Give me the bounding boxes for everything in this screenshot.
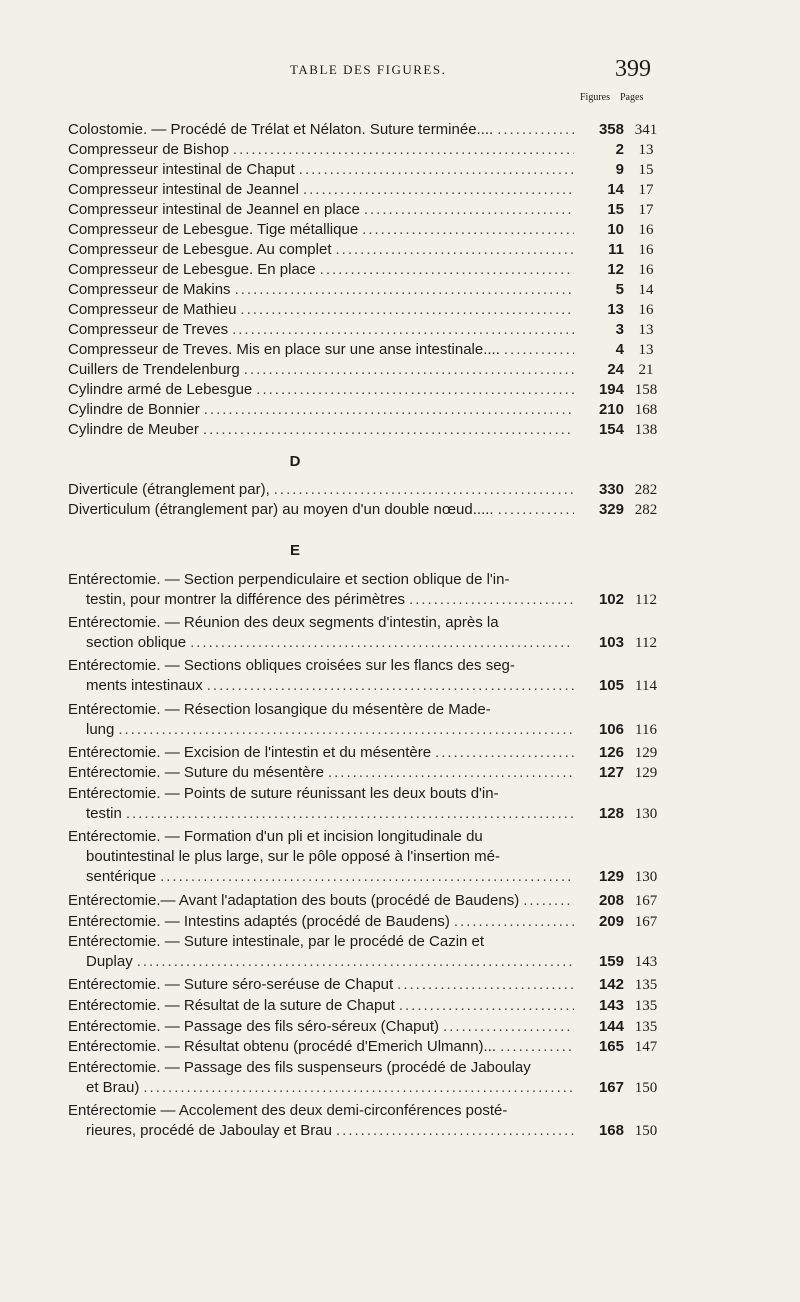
entry-text: Entérectomie.— Avant l'adaptation des bouts (procédé de Baudens) bbox=[68, 892, 520, 909]
entry-line bbox=[68, 360, 668, 380]
leader-dots bbox=[397, 975, 574, 995]
page-reference: 135 bbox=[634, 977, 658, 994]
figure-number: 208 bbox=[598, 892, 624, 909]
page-reference: 21 bbox=[638, 362, 654, 378]
entry-text: Entérectomie — Accolement des deux demi-circonférences posté- bbox=[68, 1102, 508, 1119]
entry-line bbox=[68, 260, 668, 280]
index-entry bbox=[68, 912, 668, 932]
entry-line bbox=[68, 400, 668, 420]
leader-dots bbox=[303, 180, 574, 200]
index-entry bbox=[68, 996, 668, 1016]
entry-text: Colostomie. — Procédé de Trélat et Nélaton. Suture terminée.... bbox=[68, 121, 494, 138]
entry-line bbox=[68, 676, 668, 696]
index-entry bbox=[68, 975, 668, 995]
entry-line bbox=[68, 180, 668, 200]
page-reference: 150 bbox=[634, 1079, 658, 1096]
figure-number: 210 bbox=[598, 401, 624, 418]
entry-text: Compresseur de Makins bbox=[68, 281, 231, 298]
entry-text: Entérectomie. — Intestins adaptés (procédé de Baudens) bbox=[68, 912, 450, 930]
entry-line bbox=[68, 1017, 668, 1037]
entry-text: Entérectomie. — Sections obliques croisées sur les flancs des seg- bbox=[68, 657, 515, 675]
entry-text: Entérectomie. — Passage des fils séro-séreux (Chaput) bbox=[68, 1017, 439, 1035]
page-reference: 14 bbox=[638, 282, 654, 298]
entry-text: Entérectomie. — Suture intestinale, par le procédé de Cazin et bbox=[68, 933, 485, 951]
entry-text: boutintestinal le plus large, sur le pôle opposé à l'insertion mé- bbox=[86, 848, 500, 866]
index-entry bbox=[68, 700, 668, 740]
entry-text: Compresseur de Treves bbox=[68, 321, 229, 338]
leader-dots bbox=[203, 420, 574, 440]
index-entry bbox=[68, 932, 668, 972]
index-entry bbox=[68, 1037, 668, 1057]
index-entry bbox=[68, 220, 668, 240]
figure-number: 14 bbox=[607, 181, 624, 198]
entry-line bbox=[68, 1078, 668, 1098]
leader-dots bbox=[137, 952, 574, 972]
running-head-title: TABLE DES FIGURES. bbox=[290, 62, 447, 77]
entry-text: Entérectomie. — Résultat de la suture de Chaput bbox=[68, 997, 395, 1014]
index-entry bbox=[68, 400, 668, 420]
entry-text: rieures, procédé de Jaboulay et Brau bbox=[86, 1122, 332, 1139]
leader-dots bbox=[143, 1078, 574, 1098]
entry-line bbox=[68, 570, 668, 590]
entry-text: Entérectomie. — Suture séro-seréuse de Chaput bbox=[68, 976, 394, 994]
entry-line bbox=[68, 975, 668, 995]
leader-dots bbox=[240, 300, 574, 320]
index-entry bbox=[68, 891, 668, 911]
figure-number: 5 bbox=[615, 281, 624, 298]
figure-number: 142 bbox=[598, 976, 624, 994]
figure-number: 126 bbox=[598, 743, 624, 761]
entry-text: Compresseur de Bishop bbox=[68, 141, 229, 158]
leader-dots bbox=[233, 140, 574, 160]
page-reference: 282 bbox=[634, 482, 658, 498]
index-entry bbox=[68, 360, 668, 380]
page-reference: 112 bbox=[635, 635, 657, 652]
leader-dots bbox=[364, 200, 574, 220]
page-reference: 147 bbox=[634, 1039, 658, 1056]
entry-text: Compresseur intestinal de Jeannel en place bbox=[68, 201, 360, 218]
figure-number: 168 bbox=[598, 1122, 624, 1139]
entry-line bbox=[68, 1121, 668, 1141]
figure-number: 2 bbox=[615, 141, 624, 158]
figure-number: 144 bbox=[598, 1017, 624, 1035]
figure-number: 105 bbox=[598, 677, 624, 695]
entry-line bbox=[68, 280, 668, 300]
figure-number: 12 bbox=[607, 261, 624, 278]
page-reference: 13 bbox=[638, 322, 654, 338]
entry-text: testin bbox=[86, 805, 122, 822]
leader-dots bbox=[336, 1121, 574, 1141]
entry-line bbox=[68, 784, 668, 804]
leader-dots bbox=[190, 633, 574, 653]
index-entry bbox=[68, 300, 668, 320]
entry-text: Compresseur de Mathieu bbox=[68, 301, 237, 318]
entry-line bbox=[68, 763, 668, 783]
page-number: 399 bbox=[615, 56, 651, 82]
page-reference: 114 bbox=[635, 678, 657, 695]
leader-dots bbox=[126, 804, 574, 824]
index-entry bbox=[68, 200, 668, 220]
page-reference: 17 bbox=[638, 202, 654, 218]
figure-number: 106 bbox=[598, 720, 624, 738]
entry-text: Cuillers de Trendelenburg bbox=[68, 361, 240, 378]
page-reference: 15 bbox=[638, 162, 654, 178]
index-entry bbox=[68, 480, 668, 500]
entry-line bbox=[68, 952, 668, 972]
entry-text: Compresseur de Lebesgue. Tige métallique bbox=[68, 221, 359, 238]
figure-number: 194 bbox=[598, 381, 624, 398]
entry-line bbox=[68, 420, 668, 440]
entry-text: lung bbox=[86, 720, 115, 738]
index-entry bbox=[68, 340, 668, 360]
index-entry bbox=[68, 1058, 668, 1098]
index-entry bbox=[68, 827, 668, 887]
entry-line bbox=[68, 700, 668, 720]
page-reference: 168 bbox=[634, 402, 658, 418]
entry-line bbox=[68, 1037, 668, 1057]
entry-text: testin, pour montrer la différence des périmètres bbox=[86, 591, 406, 608]
entry-line bbox=[68, 240, 668, 260]
figure-number: 24 bbox=[607, 361, 624, 378]
entry-line bbox=[68, 891, 668, 911]
figure-number: 3 bbox=[615, 321, 624, 338]
page-reference: 158 bbox=[634, 382, 658, 398]
leader-dots bbox=[118, 720, 574, 740]
entry-text: ments intestinaux bbox=[86, 677, 203, 695]
entry-line bbox=[68, 996, 668, 1016]
leader-dots bbox=[320, 260, 574, 280]
entry-line bbox=[68, 932, 668, 952]
entry-line bbox=[68, 300, 668, 320]
page-reference: 16 bbox=[638, 222, 654, 238]
entry-line bbox=[68, 200, 668, 220]
index-entry bbox=[68, 280, 668, 300]
entry-text: Diverticulum (étranglement par) au moyen d'un double nœud..... bbox=[68, 501, 494, 518]
index-entry bbox=[68, 500, 668, 520]
page-reference: 167 bbox=[634, 893, 658, 909]
page-reference: 282 bbox=[634, 502, 658, 518]
leader-dots bbox=[232, 320, 574, 340]
entry-line bbox=[68, 656, 668, 676]
pages-column-header: Pages bbox=[620, 92, 644, 103]
entry-line bbox=[68, 804, 668, 824]
index-entry bbox=[68, 120, 668, 140]
figure-number: 129 bbox=[598, 868, 624, 886]
leader-dots bbox=[160, 867, 574, 887]
index-entry bbox=[68, 260, 668, 280]
index-entry bbox=[68, 656, 668, 696]
entry-text: Compresseur intestinal de Jeannel bbox=[68, 181, 299, 198]
section-letter-d: D bbox=[289, 453, 301, 470]
figure-number: 167 bbox=[598, 1078, 624, 1096]
page-reference: 13 bbox=[638, 142, 654, 158]
leader-dots bbox=[504, 340, 574, 360]
entry-line bbox=[68, 380, 668, 400]
section-letter-e: E bbox=[289, 542, 300, 559]
entry-text: Compresseur intestinal de Chaput bbox=[68, 161, 295, 178]
page-reference: 150 bbox=[634, 1123, 658, 1139]
leader-dots bbox=[235, 280, 574, 300]
page-reference: 16 bbox=[638, 262, 654, 278]
page-reference: 167 bbox=[634, 913, 658, 930]
leader-dots bbox=[500, 1037, 574, 1057]
index-entry bbox=[68, 380, 668, 400]
page-reference: 17 bbox=[638, 182, 654, 198]
index-entry bbox=[68, 240, 668, 260]
leader-dots bbox=[523, 891, 574, 911]
entry-line bbox=[68, 320, 668, 340]
index-entry bbox=[68, 613, 668, 653]
entry-line bbox=[68, 1101, 668, 1121]
entry-text: Entérectomie. — Excision de l'intestin et du mésentère bbox=[68, 743, 432, 761]
entry-line bbox=[68, 500, 668, 520]
page-reference: 16 bbox=[638, 302, 654, 318]
page-reference: 130 bbox=[634, 869, 658, 886]
index-entry bbox=[68, 784, 668, 824]
figure-number: 128 bbox=[598, 805, 624, 822]
leader-dots bbox=[443, 1017, 574, 1037]
figure-number: 330 bbox=[598, 481, 624, 498]
entry-text: sentérique bbox=[86, 868, 157, 886]
leader-dots bbox=[362, 220, 574, 240]
entry-line bbox=[68, 160, 668, 180]
entry-text: Entérectomie. — Réunion des deux segments d'intestin, après la bbox=[68, 614, 499, 632]
page-reference: 112 bbox=[635, 592, 657, 608]
index-entry bbox=[68, 420, 668, 440]
figure-number: 15 bbox=[607, 201, 624, 218]
figure-number: 159 bbox=[598, 953, 624, 971]
entry-text: Cylindre de Bonnier bbox=[68, 401, 200, 418]
entry-text: Entérectomie. — Points de suture réunissant les deux bouts d'in- bbox=[68, 785, 499, 802]
entry-line bbox=[68, 613, 668, 633]
figures-column-header: Figures bbox=[580, 92, 610, 103]
figure-number: 165 bbox=[598, 1038, 624, 1056]
entry-line bbox=[68, 140, 668, 160]
index-entry bbox=[68, 160, 668, 180]
running-head bbox=[0, 58, 800, 82]
figure-number: 4 bbox=[615, 341, 624, 358]
figure-number: 329 bbox=[598, 501, 624, 518]
figure-number: 209 bbox=[598, 912, 624, 930]
entry-text: section oblique bbox=[86, 634, 187, 652]
index-entry bbox=[68, 763, 668, 783]
page-reference: 13 bbox=[638, 342, 654, 358]
entry-text: Entérectomie. — Résultat obtenu (procédé d'Emerich Ulmann)... bbox=[68, 1038, 497, 1056]
entry-text: Entérectomie. — Passage des fils suspenseurs (procédé de Jaboulay bbox=[68, 1058, 531, 1076]
page-reference: 143 bbox=[634, 954, 658, 971]
entry-text: Entérectomie. — Résection losangique du mésentère de Made- bbox=[68, 700, 491, 718]
figure-number: 9 bbox=[615, 161, 624, 178]
page-reference: 130 bbox=[634, 806, 658, 822]
entry-text: Cylindre armé de Lebesgue bbox=[68, 381, 253, 398]
page-reference: 341 bbox=[634, 122, 658, 138]
page-reference: 129 bbox=[634, 744, 658, 761]
leader-dots bbox=[244, 360, 574, 380]
entry-line bbox=[68, 720, 668, 740]
figure-number: 11 bbox=[608, 241, 624, 258]
entry-text: Duplay bbox=[86, 953, 133, 971]
page-reference: 116 bbox=[635, 721, 657, 738]
entry-line bbox=[68, 743, 668, 763]
leader-dots bbox=[409, 590, 574, 610]
leader-dots bbox=[336, 240, 575, 260]
leader-dots bbox=[207, 676, 574, 696]
entry-line bbox=[68, 590, 668, 610]
entry-text: Compresseur de Lebesgue. Au complet bbox=[68, 241, 332, 258]
entry-line bbox=[68, 827, 668, 847]
page-reference: 16 bbox=[638, 242, 654, 258]
entry-text: Entérectomie. — Suture du mésentère bbox=[68, 764, 324, 782]
figure-number: 103 bbox=[598, 634, 624, 652]
entry-line bbox=[68, 867, 668, 887]
entry-line bbox=[68, 220, 668, 240]
page-reference: 135 bbox=[634, 998, 658, 1014]
figure-number: 102 bbox=[598, 591, 624, 608]
index-entry bbox=[68, 140, 668, 160]
figure-number: 143 bbox=[598, 997, 624, 1014]
index-entry bbox=[68, 1101, 668, 1141]
figure-number: 154 bbox=[598, 421, 624, 438]
figure-number: 127 bbox=[598, 764, 624, 782]
entry-line bbox=[68, 847, 668, 867]
page-reference: 135 bbox=[634, 1018, 658, 1035]
entry-line bbox=[68, 633, 668, 653]
index-entry bbox=[68, 180, 668, 200]
leader-dots bbox=[328, 763, 574, 783]
entry-text: Compresseur de Lebesgue. En place bbox=[68, 261, 316, 278]
entry-line bbox=[68, 120, 668, 140]
page-reference: 129 bbox=[634, 765, 658, 782]
entry-text: Diverticule (étranglement par), bbox=[68, 481, 270, 498]
entry-text: Cylindre de Meuber bbox=[68, 421, 199, 438]
leader-dots bbox=[498, 500, 574, 520]
entry-text: et Brau) bbox=[86, 1078, 140, 1096]
entry-line bbox=[68, 912, 668, 932]
leader-dots bbox=[399, 996, 574, 1016]
leader-dots bbox=[274, 480, 574, 500]
page-reference: 138 bbox=[634, 422, 658, 438]
leader-dots bbox=[204, 400, 574, 420]
leader-dots bbox=[435, 743, 574, 763]
figure-number: 13 bbox=[607, 301, 624, 318]
leader-dots bbox=[256, 380, 574, 400]
entry-text: Entérectomie. — Formation d'un pli et incision longitudinale du bbox=[68, 828, 483, 846]
leader-dots bbox=[454, 912, 574, 932]
figure-number: 10 bbox=[607, 221, 624, 238]
index-entry bbox=[68, 320, 668, 340]
entry-text: Compresseur de Treves. Mis en place sur une anse intestinale.... bbox=[68, 341, 500, 358]
entry-text: Entérectomie. — Section perpendiculaire et section oblique de l'in- bbox=[68, 571, 510, 588]
index-entry bbox=[68, 743, 668, 763]
entry-line bbox=[68, 1058, 668, 1078]
index-entry bbox=[68, 1017, 668, 1037]
figure-number: 358 bbox=[598, 121, 624, 138]
entry-line bbox=[68, 340, 668, 360]
leader-dots bbox=[299, 160, 574, 180]
index-entry bbox=[68, 570, 668, 610]
entry-line bbox=[68, 480, 668, 500]
leader-dots bbox=[497, 120, 574, 140]
